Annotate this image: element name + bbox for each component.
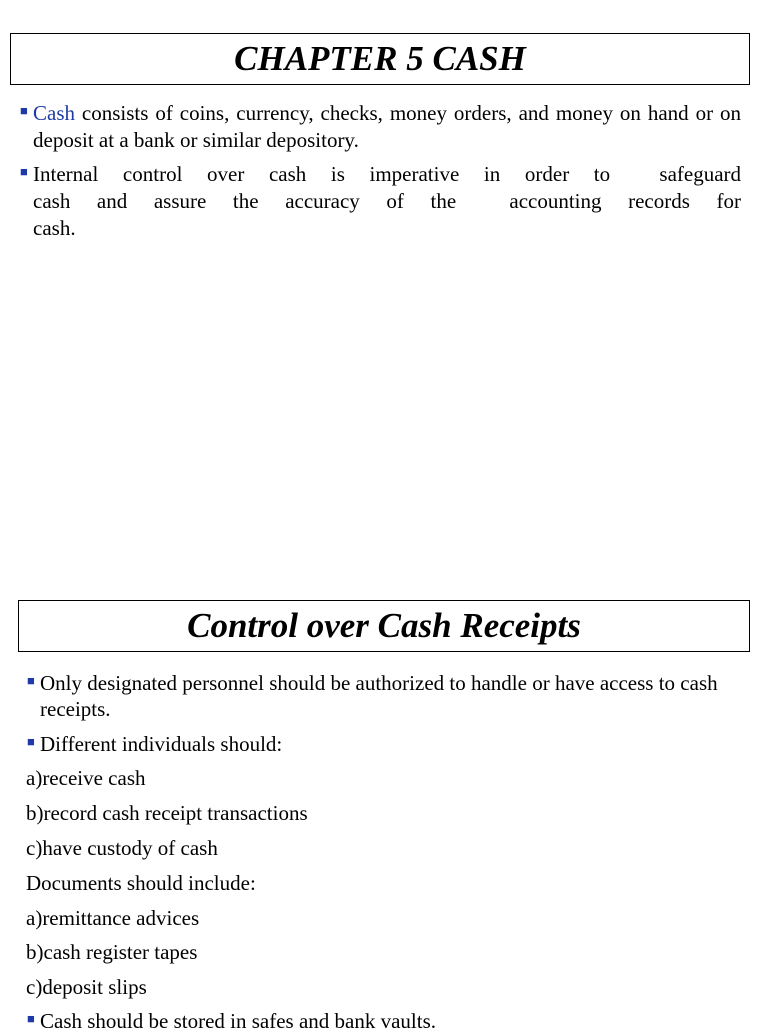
bullet-marker-icon: ■ (20, 164, 28, 179)
internal-control-line-3: cash. (33, 216, 76, 240)
slide1-bullet-internal-control (20, 161, 742, 242)
cash-term: Cash (33, 101, 75, 125)
list-item-register-tapes: b)cash register tapes (26, 940, 198, 964)
slide2-bullet-designated-personnel (27, 670, 730, 722)
slide2-title-text: Control over Cash Receipts (187, 606, 581, 645)
list-item-receive-cash: a)receive cash (26, 766, 146, 790)
list-item-deposit-slips: c)deposit slips (26, 975, 147, 999)
list-item-record-receipts: b)record cash receipt transactions (26, 801, 308, 825)
slide1-title-text: CHAPTER 5 CASH (234, 39, 526, 78)
internal-control-line-1 (33, 161, 741, 188)
bullet-marker-icon: ■ (20, 103, 28, 118)
slide1-bullet-cash (20, 100, 741, 154)
list-item-remittance-advices: a)remittance advices (26, 906, 200, 930)
cash-definition: consists of coins, currency, checks, money orders, and money on hand or on deposit at a bank or similar depository. (33, 101, 741, 152)
slide2-bullet-storage (27, 1008, 730, 1034)
list-item-custody: c)have custody of cash (26, 836, 218, 860)
designated-personnel-text: Only designated personnel should be authorized to handle or have access to cash receipts. (40, 671, 718, 721)
slide1-title (10, 33, 750, 85)
storage-text: Cash should be stored in safes and bank vaults. (40, 1009, 437, 1033)
internal-control-text-2b: accounting records for (509, 189, 742, 213)
internal-control-text-2a: cash and assure the accuracy of the (33, 189, 457, 213)
bullet-marker-icon: ■ (27, 1011, 35, 1026)
slide2-title (18, 600, 750, 652)
internal-control-line-2 (33, 188, 741, 215)
slide2-bullet-different-individuals (27, 731, 730, 757)
bullet-marker-icon: ■ (27, 734, 35, 749)
bullet-marker-icon: ■ (27, 673, 35, 688)
documents-heading: Documents should include: (26, 871, 256, 895)
internal-control-text-1a: Internal control over cash is imperative in order to (33, 162, 611, 186)
internal-control-text-1b: safeguard (659, 162, 742, 186)
different-individuals-text: Different individuals should: (40, 732, 283, 756)
